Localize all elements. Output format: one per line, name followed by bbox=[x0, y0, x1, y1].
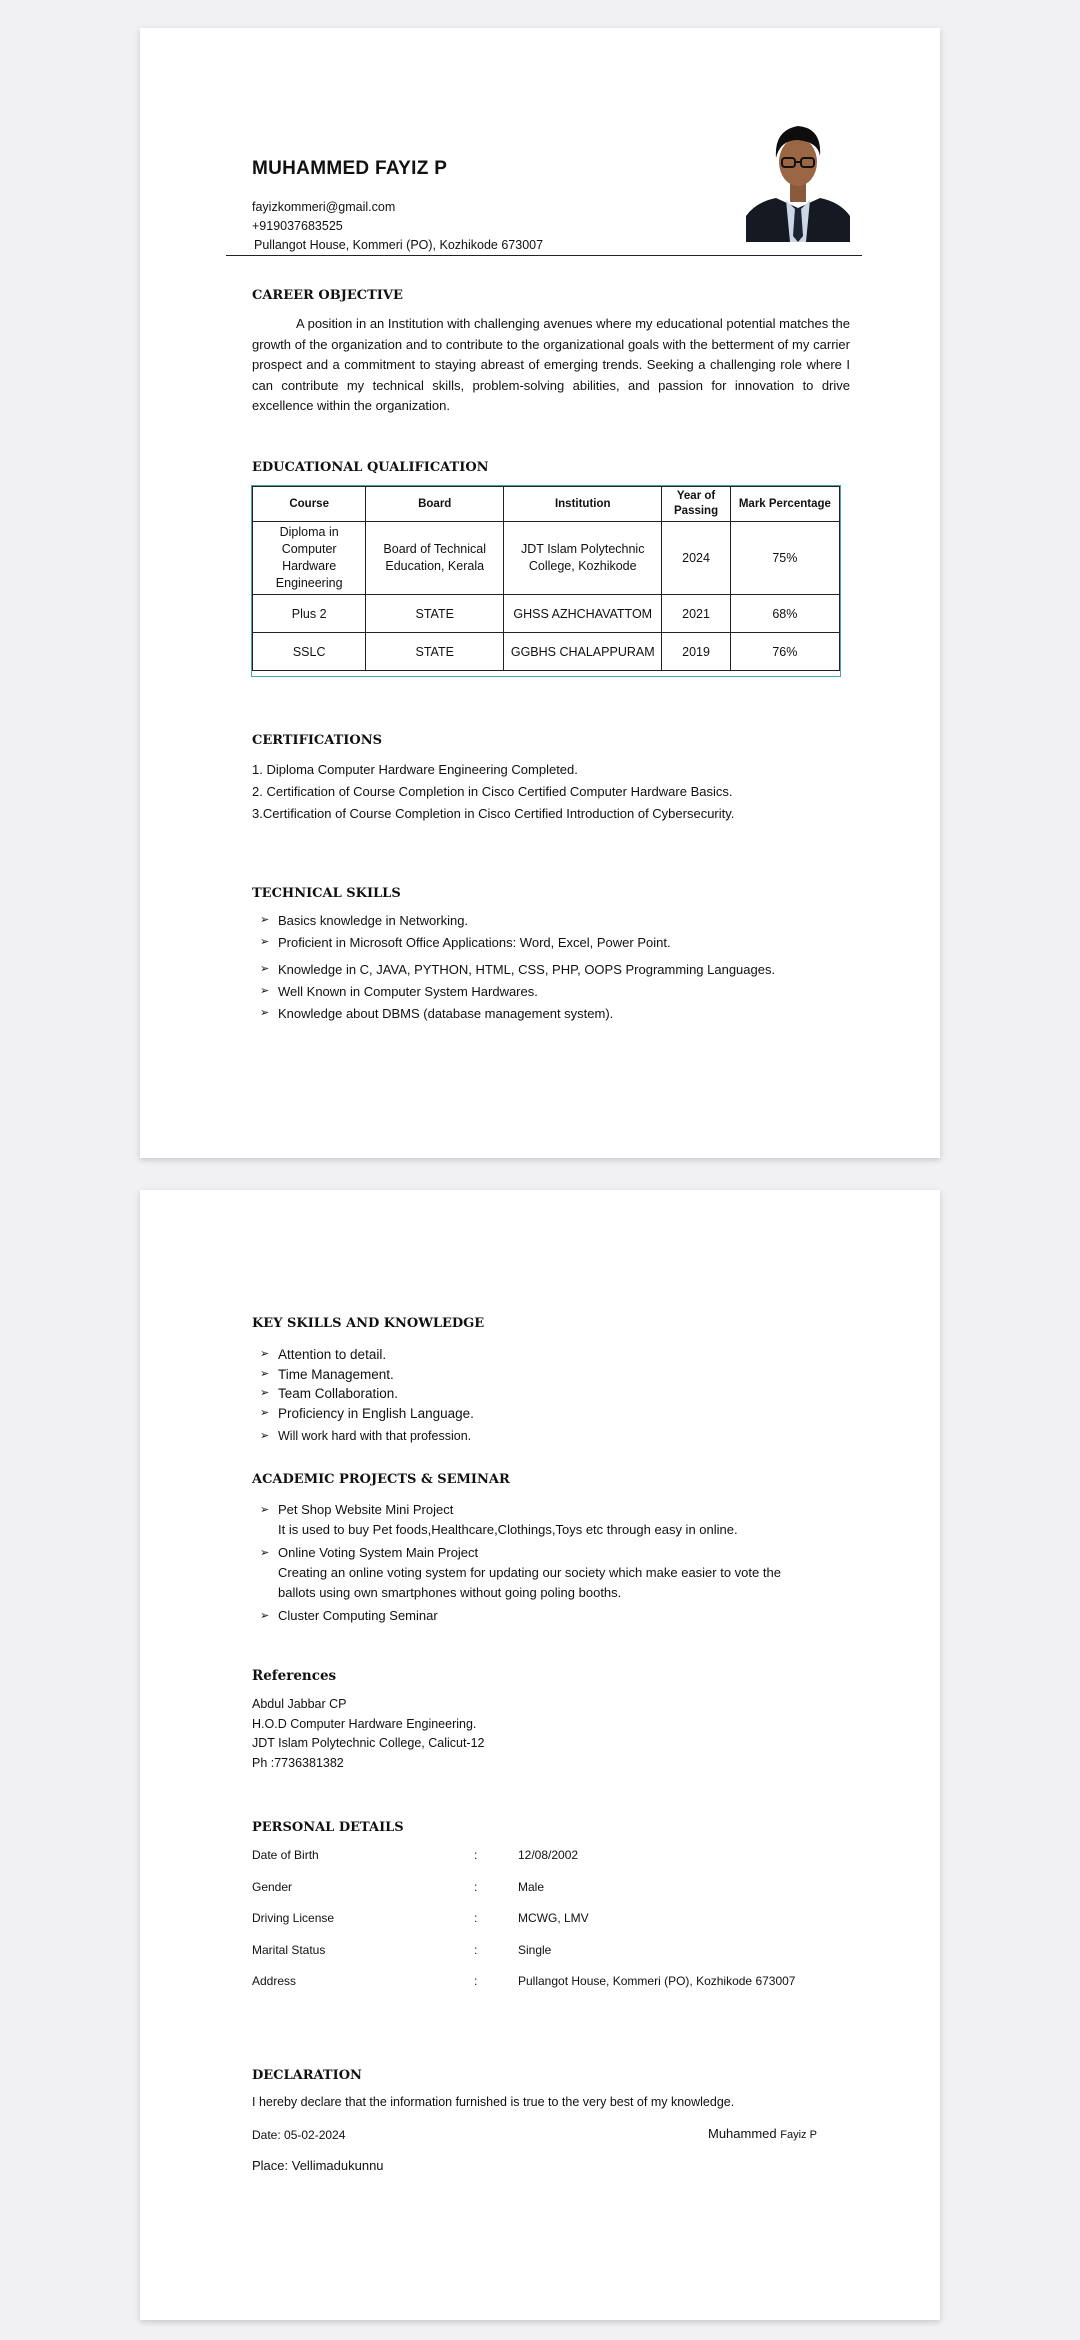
projects-title: ACADEMIC PROJECTS & SEMINAR bbox=[252, 1472, 510, 1487]
table-row bbox=[253, 595, 840, 633]
declaration-title: DECLARATION bbox=[252, 2068, 362, 2083]
key-skills-title: KEY SKILLS AND KNOWLEDGE bbox=[252, 1316, 485, 1331]
contact-address: Pullangot House, Kommeri (PO), Kozhikode 673007 bbox=[254, 238, 544, 252]
cell-year: 2019 bbox=[662, 633, 730, 671]
cell-mark: 68% bbox=[730, 595, 839, 633]
personal-colon: : bbox=[474, 1911, 478, 1925]
skill-text: Basics knowledge in Networking. bbox=[278, 913, 469, 928]
resume-page-1 bbox=[140, 28, 940, 1158]
list-item bbox=[252, 1386, 852, 1406]
personal-label: Date of Birth bbox=[252, 1848, 319, 1862]
personal-colon: : bbox=[474, 1943, 478, 1957]
list-item bbox=[252, 1406, 852, 1429]
cell-year: 2024 bbox=[662, 522, 730, 595]
list-item bbox=[252, 1347, 852, 1367]
declaration-text: I hereby declare that the information furnished is true to the very best of my knowledge. bbox=[252, 2095, 735, 2109]
cell-board: STATE bbox=[366, 633, 504, 671]
project-desc: Creating an online voting system for updating our society which make easier to vote the ballots using own smartphones without going poling booths. bbox=[278, 1565, 781, 1600]
reference-institution: JDT Islam Polytechnic College, Calicut-12 bbox=[252, 1736, 485, 1750]
declaration-date: Date: 05-02-2024 bbox=[252, 2128, 346, 2142]
table-row bbox=[253, 633, 840, 671]
resume-page-2 bbox=[140, 1190, 940, 2320]
cell-course: Plus 2 bbox=[253, 595, 366, 633]
cell-mark: 75% bbox=[730, 522, 839, 595]
certifications-list bbox=[252, 759, 852, 825]
candidate-name: MUHAMMED FAYIZ P bbox=[252, 158, 448, 179]
technical-skills-list bbox=[252, 913, 852, 1028]
arrow-bullet-icon: ➢ bbox=[260, 963, 270, 975]
th-board: Board bbox=[366, 487, 504, 522]
cell-institution: JDT Islam Polytechnic College, Kozhikode bbox=[504, 522, 662, 595]
key-skills-list bbox=[252, 1347, 852, 1449]
skill-text: Well Known in Computer System Hardwares. bbox=[278, 984, 538, 999]
reference-phone: Ph :7736381382 bbox=[252, 1755, 344, 1770]
career-objective-title: CAREER OBJECTIVE bbox=[252, 288, 403, 303]
reference-name: Abdul Jabbar CP bbox=[252, 1697, 347, 1711]
th-year: Year of Passing bbox=[662, 487, 730, 522]
personal-row-address bbox=[252, 1974, 852, 1994]
personal-colon: : bbox=[474, 1848, 478, 1862]
projects-list bbox=[252, 1500, 852, 1626]
signature-last: Fayiz P bbox=[780, 2129, 817, 2141]
list-item: 1. Diploma Computer Hardware Engineering Completed. bbox=[252, 762, 578, 777]
signature-first: Muhammed bbox=[708, 2126, 777, 2141]
skill-text: Will work hard with that profession. bbox=[278, 1429, 472, 1443]
personal-row-marital bbox=[252, 1943, 852, 1963]
project-name: Pet Shop Website Mini Project bbox=[278, 1502, 454, 1517]
cell-course: Diploma in Computer Hardware Engineering bbox=[253, 522, 366, 595]
profile-photo bbox=[746, 116, 850, 242]
list-item bbox=[252, 1543, 852, 1603]
personal-value: Male bbox=[518, 1880, 545, 1894]
project-desc: It is used to buy Pet foods,Healthcare,Clothings,Toys etc through easy in online. bbox=[278, 1522, 738, 1537]
personal-label: Gender bbox=[252, 1880, 293, 1894]
skill-text: Proficiency in English Language. bbox=[278, 1406, 474, 1421]
header-divider bbox=[226, 255, 862, 256]
references-block bbox=[252, 1695, 485, 1773]
contact-phone: +919037683525 bbox=[252, 219, 343, 233]
project-name: Online Voting System Main Project bbox=[278, 1545, 479, 1560]
arrow-bullet-icon: ➢ bbox=[260, 936, 270, 948]
personal-details-title: PERSONAL DETAILS bbox=[252, 1820, 404, 1835]
list-item bbox=[252, 984, 852, 1006]
personal-value: Single bbox=[518, 1943, 552, 1957]
skill-text: Proficient in Microsoft Office Applications: Word, Excel, Power Point. bbox=[278, 935, 671, 950]
arrow-bullet-icon: ➢ bbox=[260, 1387, 270, 1399]
arrow-bullet-icon: ➢ bbox=[260, 1368, 270, 1380]
cell-year: 2021 bbox=[662, 595, 730, 633]
list-item bbox=[252, 1606, 852, 1626]
arrow-bullet-icon: ➢ bbox=[260, 1610, 270, 1622]
table-row bbox=[253, 522, 840, 595]
table-header-row bbox=[253, 487, 840, 522]
th-course: Course bbox=[253, 487, 366, 522]
signature bbox=[708, 2126, 817, 2141]
list-item bbox=[252, 1006, 852, 1028]
cell-board: Board of Technical Education, Kerala bbox=[366, 522, 504, 595]
arrow-bullet-icon: ➢ bbox=[260, 1504, 270, 1516]
education-title: EDUCATIONAL QUALIFICATION bbox=[252, 460, 489, 475]
arrow-bullet-icon: ➢ bbox=[260, 1407, 270, 1419]
personal-row-license bbox=[252, 1911, 852, 1931]
certifications-title: CERTIFICATIONS bbox=[252, 733, 382, 748]
arrow-bullet-icon: ➢ bbox=[260, 1007, 270, 1019]
personal-value: MCWG, LMV bbox=[518, 1911, 589, 1925]
cell-board: STATE bbox=[366, 595, 504, 633]
project-name: Cluster Computing Seminar bbox=[278, 1608, 438, 1623]
arrow-bullet-icon: ➢ bbox=[260, 985, 270, 997]
career-objective-text: A position in an Institution with challenging avenues where my educational potential matches the growth of the organization and to contribute to the organizational goals with the betterment of my carrier prospect and a commitment to staying abreast of emerging trends. Seeking a challenging role where I can contribute my technical skills, problem-solving abilities, and passion for innovation to drive excellence within the organization. bbox=[252, 316, 850, 413]
personal-value: Pullangot House, Kommeri (PO), Kozhikode 673007 bbox=[518, 1974, 796, 1988]
personal-colon: : bbox=[474, 1974, 478, 1988]
arrow-bullet-icon: ➢ bbox=[260, 1430, 270, 1442]
arrow-bullet-icon: ➢ bbox=[260, 1547, 270, 1559]
cell-mark: 76% bbox=[730, 633, 839, 671]
arrow-bullet-icon: ➢ bbox=[260, 1348, 270, 1360]
personal-value: 12/08/2002 bbox=[518, 1848, 579, 1862]
list-item: 2. Certification of Course Completion in Cisco Certified Computer Hardware Basics. bbox=[252, 784, 733, 799]
skill-text: Attention to detail. bbox=[278, 1347, 387, 1362]
skill-text: Knowledge in C, JAVA, PYTHON, HTML, CSS, PHP, OOPS Programming Languages. bbox=[278, 962, 776, 977]
contact-email: fayizkommeri@gmail.com bbox=[252, 200, 396, 214]
arrow-bullet-icon: ➢ bbox=[260, 914, 270, 926]
personal-label: Marital Status bbox=[252, 1943, 326, 1957]
reference-position: H.O.D Computer Hardware Engineering. bbox=[252, 1716, 477, 1731]
skill-text: Time Management. bbox=[278, 1367, 394, 1382]
cell-institution: GHSS AZHCHAVATTOM bbox=[504, 595, 662, 633]
list-item bbox=[252, 1429, 852, 1449]
personal-label: Address bbox=[252, 1974, 297, 1988]
list-item bbox=[252, 1500, 852, 1540]
cell-course: SSLC bbox=[253, 633, 366, 671]
list-item bbox=[252, 913, 852, 935]
th-mark: Mark Percentage bbox=[730, 487, 839, 522]
technical-skills-title: TECHNICAL SKILLS bbox=[252, 886, 401, 901]
personal-label: Driving License bbox=[252, 1911, 335, 1925]
personal-row-gender bbox=[252, 1880, 852, 1900]
cell-institution: GGBHS CHALAPPURAM bbox=[504, 633, 662, 671]
skill-text: Team Collaboration. bbox=[278, 1386, 399, 1401]
list-item bbox=[252, 935, 852, 962]
personal-row-dob bbox=[252, 1848, 852, 1868]
list-item: 3.Certification of Course Completion in Cisco Certified Introduction of Cybersecurity. bbox=[252, 806, 735, 821]
education-table bbox=[252, 486, 840, 671]
declaration-place: Place: Vellimadukunnu bbox=[252, 2158, 384, 2173]
references-title: References bbox=[252, 1668, 337, 1684]
list-item bbox=[252, 1367, 852, 1386]
skill-text: Knowledge about DBMS (database management system). bbox=[278, 1006, 614, 1021]
th-institution: Institution bbox=[504, 487, 662, 522]
list-item bbox=[252, 962, 852, 984]
personal-colon: : bbox=[474, 1880, 478, 1894]
